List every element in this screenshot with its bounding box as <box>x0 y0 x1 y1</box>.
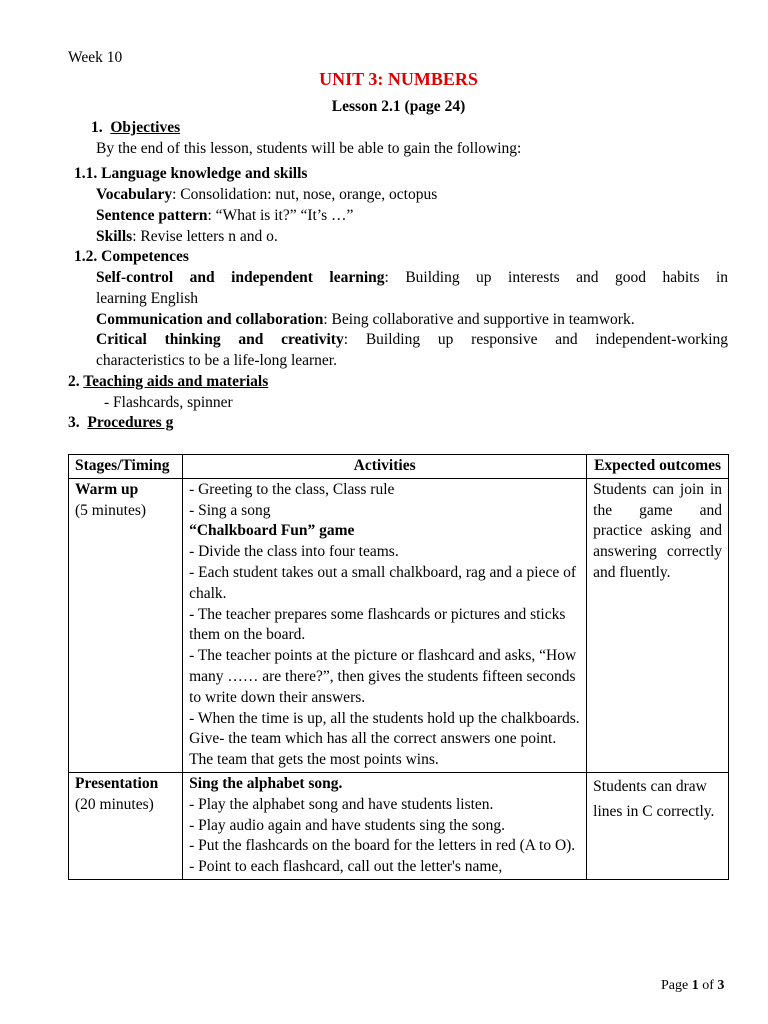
procedures-number: 3. <box>68 414 80 431</box>
page-current: 1 <box>691 978 699 993</box>
self-control-cont: learning English <box>96 290 199 307</box>
vocabulary-text: : Consolidation: nut, nose, orange, octopus <box>172 186 438 203</box>
header-activities: Activities <box>183 455 587 479</box>
communication-text: : Being collaborative and supportive in teamwork. <box>323 311 635 328</box>
vocabulary-line <box>96 185 437 205</box>
objectives-number: 1. <box>91 119 103 136</box>
objectives-heading-text: Objectives <box>110 119 181 136</box>
stage-timing: (5 minutes) <box>75 501 147 519</box>
sentence-pattern-line <box>96 206 353 226</box>
objectives-intro: By the end of this lesson, students will be able to gain the following: <box>96 140 522 157</box>
stage-name: Warm up <box>75 480 139 498</box>
communication-label: Communication and collaboration <box>96 311 324 328</box>
objectives-heading <box>91 118 180 138</box>
unit-title: UNIT 3: NUMBERS <box>319 69 478 89</box>
self-control-text: : Building up interests and good habits in <box>384 269 728 286</box>
sentence-pattern-label: Sentence pattern <box>96 207 208 224</box>
activity-line: Give- the team which has all the correct answers one point. <box>189 730 557 748</box>
stage-cell <box>69 772 183 879</box>
procedures-heading-text: Procedures g <box>87 414 174 431</box>
table-header-row <box>69 455 729 479</box>
activity-line: - Play audio again and have students sing the song. <box>189 816 506 834</box>
activity-line: - The teacher points at the picture or flashcard and asks, “How many …… are there?”, then gives the students fifteen seconds to write down their answers. <box>189 647 577 706</box>
teaching-aids-heading <box>68 372 268 392</box>
procedures-heading <box>68 413 173 433</box>
outcome-cell: Students can draw lines in C correctly. <box>587 772 729 879</box>
activities-cell <box>183 772 587 879</box>
header-outcomes: Expected outcomes <box>587 455 729 479</box>
activity-line: - Play the alphabet song and have students listen. <box>189 795 494 813</box>
self-control-line <box>96 268 728 289</box>
activity-line: - Greeting to the class, Class rule <box>189 480 395 498</box>
competences-heading: 1.2. Competences <box>74 248 189 265</box>
activity-line: - Sing a song <box>189 501 271 519</box>
skills-text: : Revise letters n and o. <box>132 228 278 245</box>
activity-song-title: Sing the alphabet song. <box>189 774 343 792</box>
skills-label: Skills <box>96 228 133 245</box>
page-label: Page <box>661 978 692 993</box>
activity-line: - Divide the class into four teams. <box>189 543 399 561</box>
activity-line: - When the time is up, all the students hold up the chalkboards. <box>189 709 580 727</box>
stage-name: Presentation <box>75 774 159 792</box>
activities-cell <box>183 478 587 772</box>
page-of: of <box>698 978 718 993</box>
activity-line: - Point to each flashcard, call out the letter's name, <box>189 858 503 876</box>
teaching-aids-heading-text: Teaching aids and materials <box>83 373 269 390</box>
activity-line: The team that gets the most points wins. <box>189 751 439 769</box>
outcome-cell: Students can join in the game and practice asking and answering correctly and fluently. <box>587 478 729 772</box>
week-label: Week 10 <box>68 49 123 66</box>
critical-thinking-cont: characteristics to be a life-long learner. <box>96 352 337 369</box>
knowledge-heading: 1.1. Language knowledge and skills <box>74 165 308 182</box>
communication-line <box>96 310 635 330</box>
activity-line: - Put the flashcards on the board for the letters in red (A to O). <box>189 837 576 855</box>
lesson-title: Lesson 2.1 (page 24) <box>331 98 466 115</box>
stage-cell <box>69 478 183 772</box>
procedures-table <box>68 454 729 880</box>
table-row-presentation <box>69 772 729 879</box>
skills-line <box>96 227 278 247</box>
stage-timing: (20 minutes) <box>75 795 154 813</box>
activity-line: - The teacher prepares some flashcards or pictures and sticks them on the board. <box>189 605 566 644</box>
table-row-warmup <box>69 478 729 772</box>
critical-thinking-line <box>96 330 728 351</box>
critical-thinking-text: : Building up responsive and independent-working <box>343 331 729 348</box>
sentence-pattern-text: : “What is it?” “It’s …” <box>207 207 354 224</box>
critical-thinking-label: Critical thinking and creativity <box>96 331 344 348</box>
page-number <box>661 978 724 994</box>
teaching-aids-item: - Flashcards, spinner <box>104 394 233 411</box>
activity-game-title: “Chalkboard Fun” game <box>189 522 355 540</box>
activity-line: - Each student takes out a small chalkboard, rag and a piece of chalk. <box>189 563 576 602</box>
page-total: 3 <box>717 978 725 993</box>
teaching-aids-number: 2. <box>68 373 80 390</box>
self-control-label: Self-control and independent learning <box>96 269 385 286</box>
vocabulary-label: Vocabulary <box>96 186 173 203</box>
header-stages: Stages/Timing <box>69 455 183 479</box>
